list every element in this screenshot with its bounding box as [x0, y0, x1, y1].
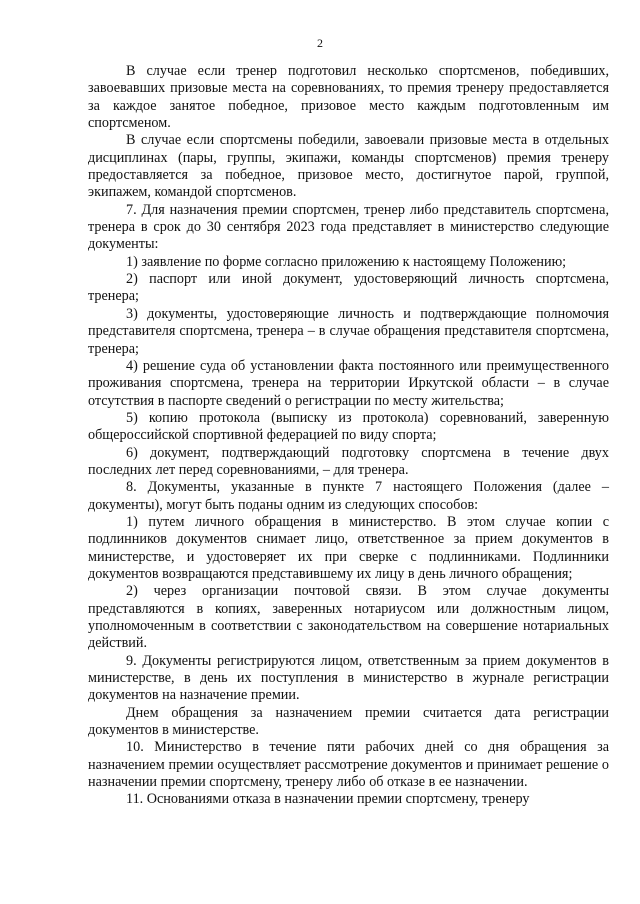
list-item: 6) документ, подтверждающий подготовку спортсмена в течение двух последних лет перед соревнованиями, – для тренера.: [88, 444, 609, 478]
list-item: 2) паспорт или иной документ, удостоверяющий личность спортсмена, тренера;: [88, 271, 609, 305]
list-item: 4) решение суда об установлении факта постоянного или преимущественного проживания спортсмена, тренера на территории Иркутской области – в случае отсутствия в паспорте сведений о регистрации по месту жительства;: [88, 357, 609, 409]
paragraph: Днем обращения за назначением премии считается дата регистрации документов в министерстве.: [88, 704, 609, 739]
page-number: 2: [317, 36, 323, 50]
paragraph: В случае если спортсмены победили, завоевали призовые места в отдельных дисциплинах (пары, группы, экипажи, команды спортсменов) премия тренеру предоставляется за победное, призовое место, достигнутое парой, группой, экипажем, командой спортсменов.: [88, 132, 609, 201]
list-item: 1) заявление по форме согласно приложению к настоящему Положению;: [126, 253, 567, 270]
paragraph: В случае если тренер подготовил несколько спортсменов, победивших, завоевавших призовые места на соревнованиях, то премия тренеру предоставляется за каждое занятое победное, призовое место каждым подготовленным им спортсменом.: [88, 63, 609, 132]
list-item: 5) копию протокола (выписку из протокола) соревнований, заверенную общероссийской спортивной федерацией по виду спорта;: [88, 409, 609, 444]
paragraph: 7. Для назначения премии спортсмен, тренер либо представитель спортсмена, тренера в срок до 30 сентября 2023 года представляет в министерство следующие документы:: [88, 201, 609, 253]
paragraph: 9. Документы регистрируются лицом, ответственным за прием документов в министерстве, в день их поступления в министерство в журнале регистрации документов на назначение премии.: [88, 652, 609, 704]
paragraph: 8. Документы, указанные в пункте 7 настоящего Положения (далее – документы), могут быть поданы одним из следующих способов:: [88, 479, 609, 513]
list-item: 2) через организации почтовой связи. В этом случае документы представляются в копиях, заверенных нотариусом или должностным лицом, уполномоченным в соответствии с законодательством на совершение нотариальных действий.: [88, 583, 609, 652]
paragraph: 11. Основаниями отказа в назначении премии спортсмену, тренеру: [126, 791, 530, 808]
paragraph: 10. Министерство в течение пяти рабочих дней со дня обращения за назначением премии осуществляет рассмотрение документов и принимает решение о назначении премии спортсмену, тренеру либо об отказе в ее назначении.: [88, 739, 609, 791]
list-item: 3) документы, удостоверяющие личность и подтверждающие полномочия представителя спортсмена, тренера – в случае обращения представителя спортсмена, тренера;: [88, 305, 609, 357]
document-body: [88, 63, 609, 809]
list-item: 1) путем личного обращения в министерство. В этом случае копии с подлинников документов снимает лицо, ответственное за прием документов в министерстве, и удостоверяет их при сверке с подлинниками. Подлинники документов возвращаются представившему их лицу в день личного обращения;: [88, 513, 609, 582]
